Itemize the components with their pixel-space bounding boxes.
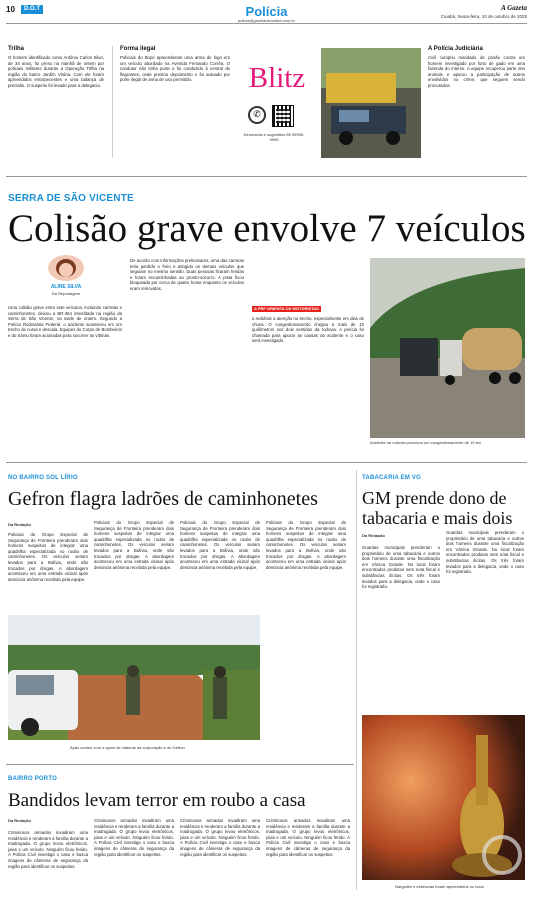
qr-code-icon — [272, 105, 294, 127]
story3-byline: Da Redação — [362, 533, 385, 538]
story2-column-2: Policiais do Grupo Especial de Segurança de Fronteira prenderam dois homens suspeitos de integrar uma quadrilha especializada no roubo de caminhonetes. Os veículos seriam levados para a Bolívia, onde são trocados por drogas. A abordagem aconteceu em uma estrada vicinal após denúncia anônima recebida pela equipe. — [94, 520, 174, 570]
brief-trilha — [8, 46, 104, 89]
story4-column-2: Criminosos armados invadiram uma residência e renderam a família durante a madrugada. O grupo levou eletrônicos, joias e um veículo. Ninguém ficou ferido. A Polícia Civil investiga o caso e busca imagens de câmeras de segurança da região para identificar os suspeitos. — [94, 818, 174, 857]
section-title: Polícia — [245, 4, 288, 19]
story4-byline: Da Redação — [8, 818, 31, 823]
blitz-note: Denúncias e sugestões 65 99999-9999 — [243, 132, 305, 142]
story3-headline-line2: tabacaria e mais dois — [362, 508, 513, 528]
lead-photo-caption: Acidente na rodovia provocou um congestionamento de 10 km — [370, 440, 481, 445]
whatsapp-icon: ✆ — [248, 106, 266, 124]
section-rule — [6, 176, 527, 177]
brief-forma-ilegal — [120, 46, 230, 83]
story3-kicker: TABACARIA EM VG — [362, 475, 421, 481]
section-rule — [6, 764, 354, 765]
story2-photo-caption: Ação contou com o apoio de viaturas da corporação e do Gefron — [70, 745, 185, 750]
story2-column-4: Policiais do Grupo Especial de Segurança de Fronteira prenderam dois homens suspeitos de integrar uma quadrilha especializada no roubo de caminhonetes. Os veículos seriam levados para a Bolívia, onde são trocados por drogas. A abordagem aconteceu em uma estrada vicinal após denúncia anônima recebida pela equipe. — [266, 520, 346, 570]
brand-name: A Gazeta — [501, 4, 527, 12]
divider — [112, 46, 113, 158]
brief-text: Policiais do Bope apreenderam uma arma de fogo em um veículo abordado na Avenida Fernando Corrêa. O condutor não tinha porte e foi conduzido à central de flagrantes, onde prestou depoimento e foi autuado por porte ilegal de arma de uso permitido. — [120, 55, 230, 83]
story2-headline: Gefron flagra ladrões de caminhonetes — [8, 488, 318, 510]
story4-kicker: BAIRRO PORTO — [8, 776, 57, 782]
lead-photo — [370, 258, 525, 438]
lead-column-3: a redobrar a atenção no trecho, especialmente em dias de chuva. O congestionamento chegou a mais de 10 quilômetros nos dois sentidos da rodovia. A perícia foi chamada para apurar as causas do acidente e o caso será investigado. — [252, 316, 364, 344]
story3-headline-line1: GM prende dono de — [362, 488, 507, 508]
divider — [356, 470, 357, 890]
story3-column-2: Guardas municipais prenderam o proprietário de uma tabacaria e outros dois homens durante uma fiscalização em Várzea Grande. No local foram encontrados produtos sem nota fiscal e substâncias ilícitas. Os três foram levados para a delegacia, onde o caso foi registrado. — [446, 530, 524, 575]
author-name: ALINE SILVA — [50, 284, 82, 290]
story4-column-1: Criminosos armados invadiram uma residência e renderam a família durante a madrugada. O grupo levou eletrônicos, joias e um veículo. Ninguém ficou ferido. A Polícia Civil investiga o caso e busca imagens de câmeras de segurança da região para identificar os suspeitos. — [8, 830, 88, 869]
section-badge: D.O.T — [21, 5, 43, 14]
story4-headline: Bandidos levam terror em roubo a casa — [8, 790, 306, 811]
brief-title: A Polícia Judiciária — [428, 46, 483, 52]
story2-kicker: NO BAIRRO SOL LÍRIO — [8, 475, 78, 481]
brief-photo — [321, 48, 421, 158]
lead-column-1: Uma colisão grave entre sete veículos, incluindo carretas e caminhonetes, deixou a BR-364 interditada na região da Serra de São Vicente, na tarde de ontem. Segundo a Polícia Rodoviária Federal, o acidente aconteceu em um trecho de curva e descida. Equipes do Corpo de Bombeiros e do Samu foram acionadas para socorrer as vítimas. — [8, 305, 122, 338]
page-header — [6, 4, 527, 24]
brief-text: Civil cumpriu mandado de prisão contra um homem investigado por furto de gado em uma fazenda do interior. A equipe recuperou parte dos animais e apurou a participação de outros envolvidos no crime, que seguem sendo procurados. — [428, 55, 525, 88]
author-role: Da Reportagem — [51, 291, 81, 296]
author-avatar — [48, 255, 84, 281]
story3-photo-caption: Narguilés e essências foram apreendidos no local — [395, 884, 484, 889]
story4-column-3: Criminosos armados invadiram uma residência e renderam a família durante a madrugada. O grupo levou eletrônicos, joias e um veículo. Ninguém ficou ferido. A Polícia Civil investiga o caso e busca imagens de câmeras de segurança da região para identificar os suspeitos. — [180, 818, 260, 857]
section-email: policia@gazetadecuiaba.com.br — [238, 18, 295, 23]
lead-headline: Colisão grave envolve 7 veículos — [8, 207, 526, 250]
blitz-logo: Blitz — [248, 62, 306, 94]
story4-column-4: Criminosos armados invadiram uma residência e renderam a família durante a madrugada. O grupo levou eletrônicos, joias e um veículo. Ninguém ficou ferido. A Polícia Civil investiga o caso e busca imagens de câmeras de segurança da região para identificar os suspeitos. — [266, 818, 350, 857]
page-number: 10 — [6, 5, 15, 14]
story3-photo — [362, 715, 525, 880]
story2-column-3: Policiais do Grupo Especial de Segurança de Fronteira prenderam dois homens suspeitos de integrar uma quadrilha especializada no roubo de caminhonetes. Os veículos seriam levados para a Bolívia, onde são trocados por drogas. A abordagem aconteceu em uma estrada vicinal após denúncia anônima recebida pela equipe. — [180, 520, 260, 570]
section-rule — [6, 462, 527, 463]
brief-title: Trilha — [8, 46, 25, 52]
brief-text: O homem identificado como Antônio Carlos Silva, de 34 anos, foi preso na manhã de ontem por policiais militares durante a Operação Trilha na região do bairro Jardim Vitória. Com ele foram apreendidos entorpecentes e uma balança de precisão. O suspeito foi levado para a delegacia. — [8, 55, 104, 88]
story2-photo — [8, 615, 260, 740]
lead-kicker: SERRA DE SÃO VICENTE — [8, 193, 134, 204]
story2-column-1: Policiais do Grupo Especial de Segurança de Fronteira prenderam dois homens suspeitos de integrar uma quadrilha especializada no roubo de caminhonetes. Os veículos seriam levados para a Bolívia, onde são trocados por drogas. A abordagem aconteceu em uma estrada vicinal após denúncia anônima recebida pela equipe. — [8, 532, 88, 582]
story2-byline: Da Redação — [8, 522, 31, 527]
lead-highlight: A PRF ORIENTA OS MOTORISTAS — [254, 306, 319, 311]
lead-column-2: De acordo com informações preliminares, uma das carretas teria perdido o freio e atingido os demais veículos que seguiam no mesmo sentido. Duas pessoas ficaram feridas e foram encaminhadas ao pronto-socorro. A pista ficou bloqueada por cerca de quatro horas enquanto os veículos eram removidos. — [130, 258, 244, 291]
brief-title: Forma ilegal — [120, 46, 156, 52]
edition-date: Cuiabá, Sexta-feira, 10 de outubro de 2025 — [440, 14, 527, 19]
brief-policia-judiciaria — [428, 46, 525, 89]
story3-column-1: Guardas municipais prenderam o proprietário de uma tabacaria e outros dois homens durante uma fiscalização em Várzea Grande. No local foram encontrados produtos sem nota fiscal e substâncias ilícitas. Os três foram levados para a delegacia, onde o caso foi registrado. — [362, 545, 440, 590]
